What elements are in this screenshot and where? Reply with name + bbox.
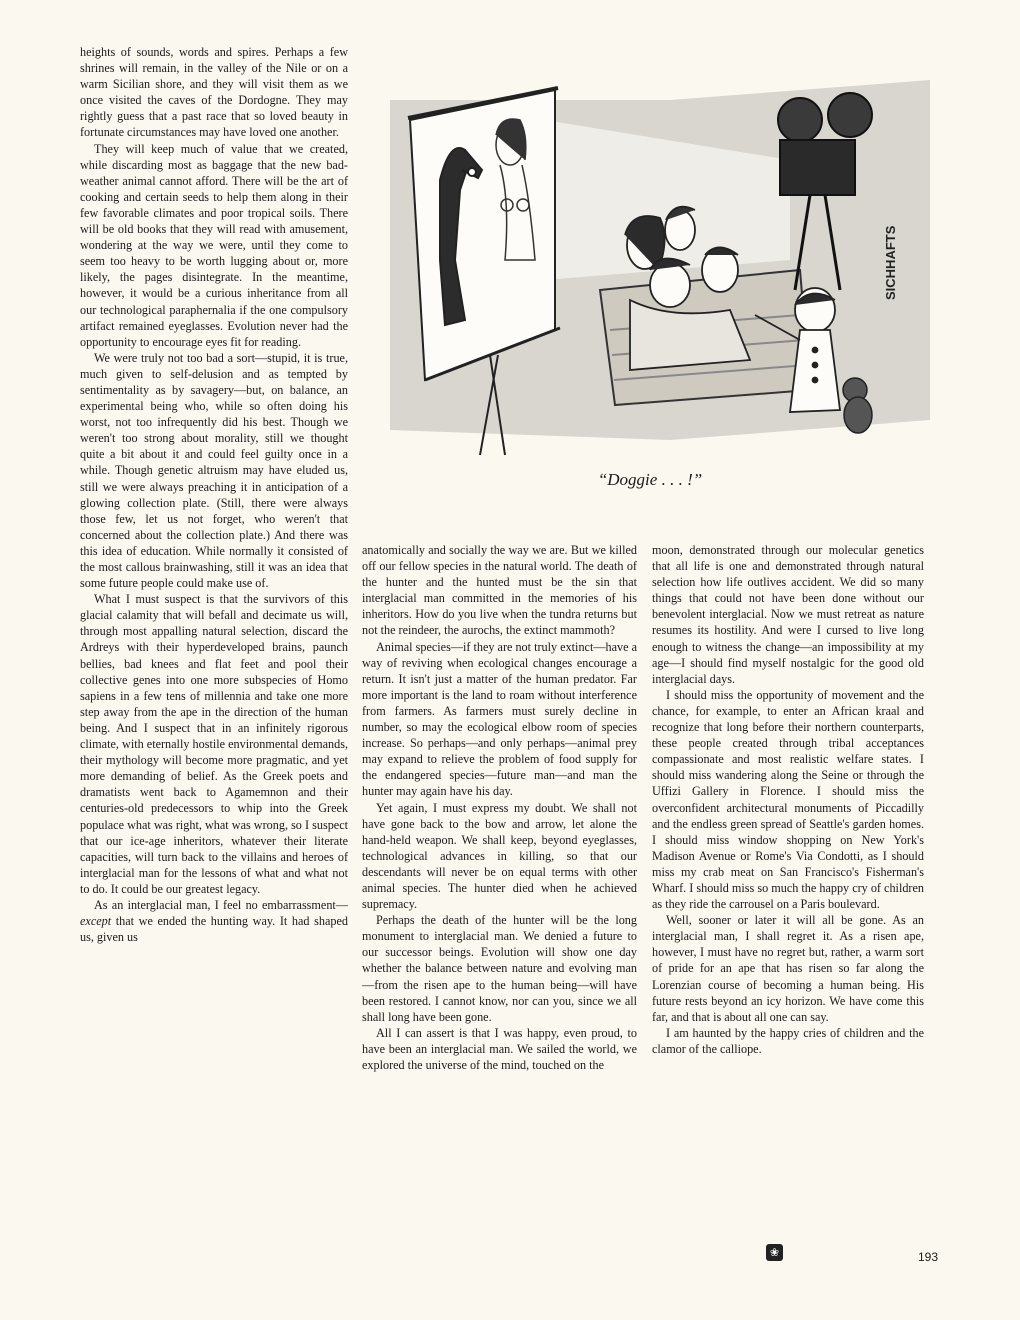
paragraph: All I can assert is that I was happy, even proud, to have been an interglacial man. We sailed the world, we explored the universe of the mind, touched on the	[362, 1025, 637, 1072]
paragraph: heights of sounds, words and spires. Perhaps a few shrines will remain, in the valley of the Nile or on a warm Sicilian shore, and they will visit them as we once visited the caves of the Dordogne. They may rightly guess that a past race that so loved beauty in fortunate circumstances may have loved one another.	[80, 45, 348, 140]
cartoon-illustration	[370, 60, 930, 460]
paragraph: moon, demonstrated through our molecular genetics that all life is one and demonstrated through natural selection how life outlives accident. We did so many things that could not have been done without our benevolent interglacial. Now we must retreat as nature resumes its hostility. And were I cursed to live long enough to witness the change—an impossibility at my age—I should find myself nostalgic for the good old interglacial days.	[652, 543, 924, 686]
paragraph	[80, 897, 348, 945]
article-column-3	[652, 542, 924, 1057]
page-number: 193	[918, 1250, 939, 1264]
paragraph: We were truly not too bad a sort—stupid, it is true, much given to self-delusion and as tempted by sentimentality as by savagery—but, on balance, an experimental being who, while so often doing his worst, not too infrequently did his best. Though we weren't too strong about morality, still we thought quite a bit about it and could feel guilty once in a while. Though genetic altruism may have eluded us, still we were always preaching it in anticipation of a glowing collection plate. (Still, there were always those few, let us not forget, who weren't that concerned about the collection plate.) And there was this idea of education. While normally it consisted of the most callous brainwashing, still it was an idea that some future people could make use of.	[80, 350, 348, 591]
text-run: that we ended the hunting way. It had shaped us, given us	[80, 914, 348, 945]
article-column-1	[80, 44, 348, 945]
paragraph: Well, sooner or later it will all be gone. As an interglacial man, I shall regret it. As a risen ape, however, I must have no regret but, rather, a warm sort of pride for an ape that has risen so far along the Lorenzian course of becoming a human being. His future rests beyond an icy horizon. We have come this far, and that is about all one can say.	[652, 913, 924, 1024]
paragraph: What I must suspect is that the survivors of this glacial calamity that will befall and decimate us will, through most appalling natural selection, discard the Ardreys with their hyperdeveloped brains, paunch bellies, bad knees and flat feet and pool their collective genes into one more subspecies of Homo sapiens in a few tens of millennia and take one more step away from the ape in the direction of the human being. And I suspect that in an infinitely rigorous climate, with eternally hostile environmental demands, their mythology will become more pragmatic, and yet more demanding of belief. As the Greek poets and dramatists went back to Agamemnon and their centuries-old predecessors to whip into the Greek populace what was right, what was wrong, so I suspect that our ice-age inheritors, whatever their literate capacities, will turn back to the villains and heroes of interglacial man for the lessons of what and what not to do. It could be our greatest legacy.	[80, 592, 348, 896]
paragraph: anatomically and socially the way we are. But we killed off our fellow species in the natural world. The death of the hunter and the hunted must be the sin that interglacial man committed in the memories of his inheritors. How do you live when the tundra returns but not the reindeer, the aurochs, the extinct mammoth?	[362, 543, 637, 638]
paragraph: I am haunted by the happy cries of children and the clamor of the calliope.	[652, 1025, 924, 1056]
paragraph: Animal species—if they are not truly extinct—have a way of reviving when ecological changes encourage a return. It isn't just a matter of the human predator. Far more important is the land to roam without interference from farmers. As farmers must surely decline in number, so may the ecological elbow room of species increase. So perhaps—and only perhaps—animal prey may expand to relieve the problem of food supply for the endangered species—future man—and man the hunter may again have his day.	[362, 639, 637, 799]
artist-signature: SICHHAFTS	[883, 225, 898, 300]
paragraph: I should miss the opportunity of movement and the chance, for example, to enter an African kraal and recognize that long before their northern counterparts, these people created through tribal acceptances compassionate and most realistic welfare states. I should miss wandering along the Seine or through the Uffizi Gallery in Florence. I should miss the overconfident architectural monuments of Piccadilly and the endless green spread of Seattle's garden homes. I should miss window shopping on New York's Madison Avenue or Rome's Via Condotti, as I should miss my crab meat on San Francisco's Fisherman's Wharf. I should miss so much the happy cry of children as they ride the carrousel on a Paris boulevard.	[652, 687, 924, 912]
paragraph: They will keep much of value that we created, while discarding most as baggage that the new bad-weather animal cannot afford. There will be the art of cooking and certain seeds to help them along in their few favorable climates and poor tropical soils. There will be old books that they will read with amusement, wondering at the way we were, until they come to seem too heavy to be worth lugging about or, more likely, the pages disintegrate. In the meantime, however, it would be a curious inheritance from all our technological paraphernalia if the one compulsory artifact remained eyeglasses. Evolution never had the opportunity to encourage eyes fit for reading.	[80, 141, 348, 349]
paragraph: Yet again, I must express my doubt. We shall not have gone back to the bow and arrow, let alone the hand-held weapon. We shall keep, beyond eyeglasses, technological advances in killing, so that our descendants will never be on equal terms with other animal species. The hunter died when he achieved supremacy.	[362, 800, 637, 912]
text-run: As an interglacial man, I feel no embarrassment—	[94, 897, 348, 912]
article-column-2	[362, 542, 637, 1073]
cartoon-caption: “Doggie . . . !”	[597, 470, 703, 489]
paragraph: Perhaps the death of the hunter will be the long monument to interglacial man. We denied a future to our successor beings. Evolution will show one day whether the balance between nature and evolving man—from the risen ape to the human being—will have been restored. I cannot know, nor can you, since we all shall long have been gone.	[362, 913, 637, 1024]
emphasis-text: except	[80, 914, 112, 929]
magazine-end-mark-icon: ❀	[766, 1244, 783, 1261]
